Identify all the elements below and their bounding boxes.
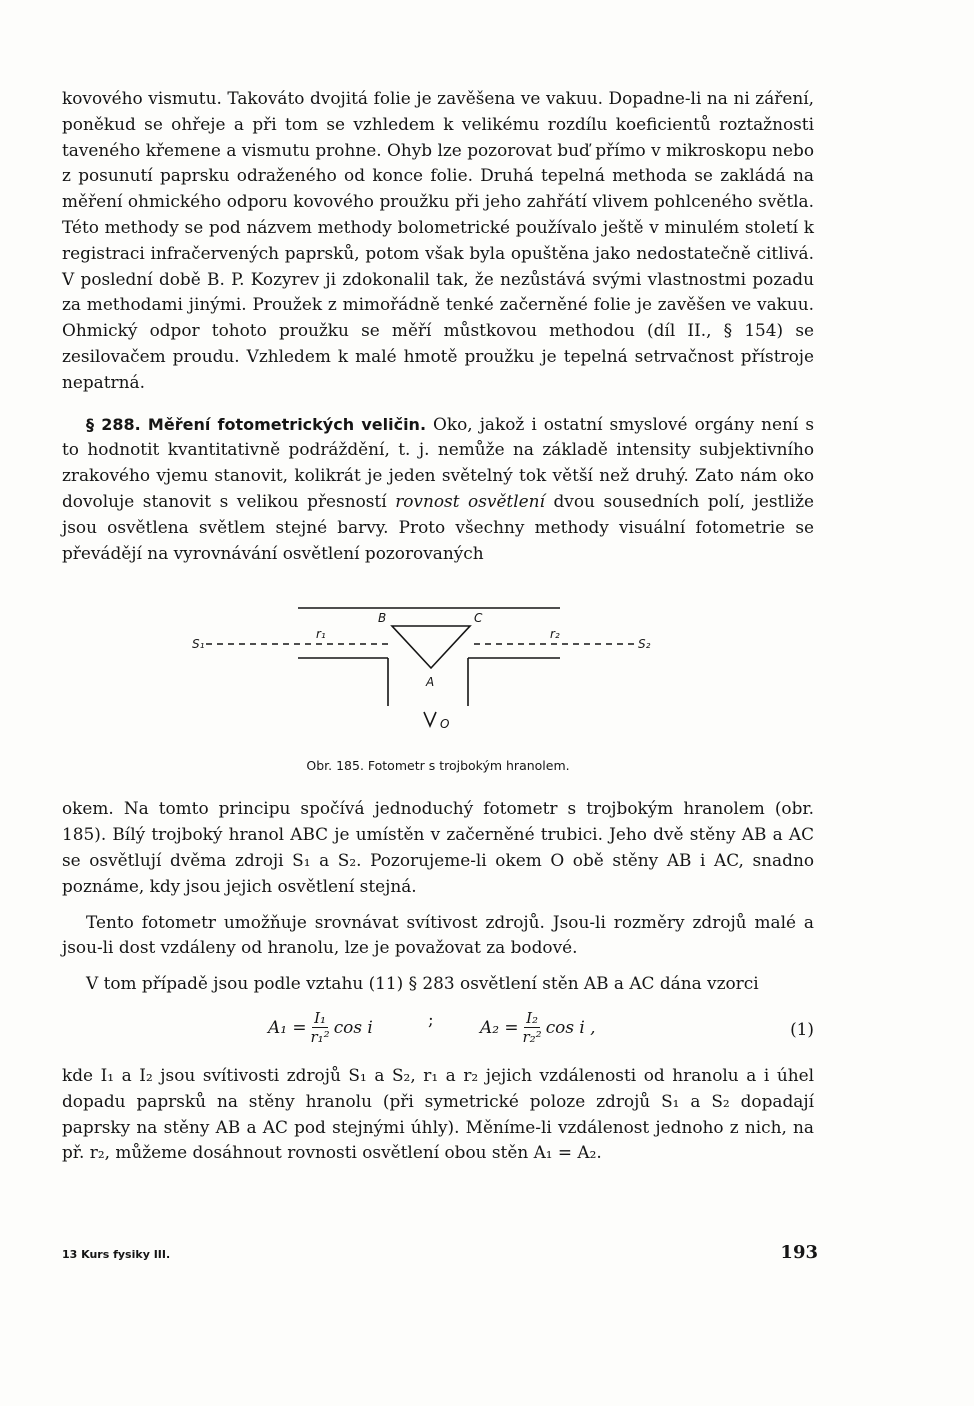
page-content: [62, 86, 814, 1166]
fraction-2-denominator: r₂²: [522, 1027, 542, 1046]
formula-separator: ;: [428, 1008, 434, 1029]
footer-book-title: 13 Kurs fysiky III.: [62, 1248, 171, 1261]
label-r1: r₁: [316, 627, 326, 642]
paragraph-principle: okem. Na tomto principu spočívá jednoduchý fotometr s trojbokým hranolem (obr. 185). Bílý trojboký hranol ABC je umístěn v začerněné trubici. Jeho dvě stěny AB a AC se osvětlují dvěma zdroji S₁ a S₂. Pozorujeme-li okem O obě stěny AB i AC, snadno poznáme, kdy jsou jejich osvětlení stejná.: [62, 798, 814, 896]
fraction-1: [311, 1009, 330, 1046]
page-number: 193: [780, 1242, 818, 1263]
section-emphasis: rovnost osvětlení: [395, 490, 545, 511]
page-footer: [62, 1242, 818, 1263]
eye-mark: [424, 712, 436, 726]
label-c: C: [474, 611, 483, 626]
formula-part-2: [480, 1009, 596, 1046]
formula-part-1: [268, 1009, 373, 1046]
formula-lhs-2: A₂ =: [480, 1017, 519, 1038]
label-a: A: [426, 675, 435, 690]
label-o: O: [440, 717, 450, 732]
section-text-b: dvou sousedních polí, jestliže jsou osvětlena světlem stejné barvy. Proto všechny methody visuální fotometrie se převádějí na vyrovnávání osvětlení pozorovaných: [62, 490, 814, 563]
fraction-2-numerator: I₂: [526, 1008, 539, 1027]
section-heading: § 288. Měření fotometrických veličin.: [86, 414, 427, 434]
photometer-diagram: [192, 586, 692, 756]
paragraph-bolometer: kovového vismutu. Takováto dvojitá folie je zavěšena ve vakuu. Dopadne-li na ni záření, poněkud se ohřeje a při tom se vzhledem k velikému rozdílu koeficientů roztažnosti taveného křemene a vismutu prohne. Ohyb lze pozorovat buď přímo v mikroskopu nebo z posunutí paprsku odraženého od konce folie. Druhá tepelná methoda se zakládá na měření ohmického odporu kovového proužku při jeho zahřátí vlivem pohlceného světla. Této methody se pod názvem methody bolometrické používalo ještě v minulém století k registraci infračervených paprsků, potom však byla opuštěna jako nedostatečně citlivá. V poslední době B. P. Kozyrev ji zdokonalil tak, že nezůstává svými vlastnostmi pozadu za methodami jinými. Proužek z mimořádně tenké začerněné folie je zavěšen ve vakuu. Ohmický odpor tohoto proužku se měří můstkovou methodou (díl II., § 154) se zesilovačem proudu. Vzhledem k malé hmotě proužku je tepelná setrvačnost přístroje nepatrná.: [62, 88, 814, 392]
paragraph-luminous-intensity: Tento fotometr umožňuje srovnávat svítivost zdrojů. Jsou-li rozměry zdrojů malé a jsou-li dost vzdáleny od hranolu, lze je považovat za bodové.: [62, 911, 814, 958]
fraction-2: [523, 1009, 542, 1046]
label-s2: S₂: [638, 637, 651, 652]
formula-lhs-1: A₁ =: [268, 1017, 307, 1038]
figure-caption: Obr. 185. Fotometr s trojbokým hranolem.: [306, 758, 570, 774]
fraction-1-numerator: I₁: [314, 1008, 327, 1027]
prism-triangle: [392, 626, 470, 668]
formula-1: [62, 997, 814, 1063]
equation-number: (1): [790, 1018, 814, 1039]
section-text-a: Oko, jakož i ostatní smyslové orgány není s to hodnotit kvantitativně podráždění, t. j. nemůže na základě intensity subjektivního zrakového vjemu stanovit, kolikrát je jeden světelný tok větší než druhý. Zato nám oko dovoluje stanovit s velikou přesností: [62, 413, 814, 511]
label-b: B: [378, 611, 387, 626]
fraction-1-denominator: r₁²: [310, 1027, 330, 1046]
formula-tail-2: cos i ,: [545, 1017, 596, 1038]
formula-tail-1: cos i: [333, 1017, 373, 1038]
paragraph-formula-intro: V tom případě jsou podle vztahu (11) § 283 osvětlení stěn AB a AC dána vzorci: [86, 973, 759, 994]
paragraph-section-288: [62, 412, 814, 567]
label-s1: S₁: [192, 637, 205, 652]
paragraph-symbols: kde I₁ a I₂ jsou svítivosti zdrojů S₁ a S₂, r₁ a r₂ jejich vzdálenosti od hranolu a i úhel dopadu paprsků na stěny hranolu (při symetrické poloze zdrojů S₁ a S₂ dopadají paprsky na stěny AB a AC pod stejnými úhly). Měníme-li vzdálenost jednoho z nich, na př. r₂, můžeme dosáhnout rovnosti osvětlení obou stěn A₁ = A₂.: [62, 1064, 814, 1163]
label-r2: r₂: [550, 627, 560, 642]
figure-photometer: [62, 566, 814, 796]
